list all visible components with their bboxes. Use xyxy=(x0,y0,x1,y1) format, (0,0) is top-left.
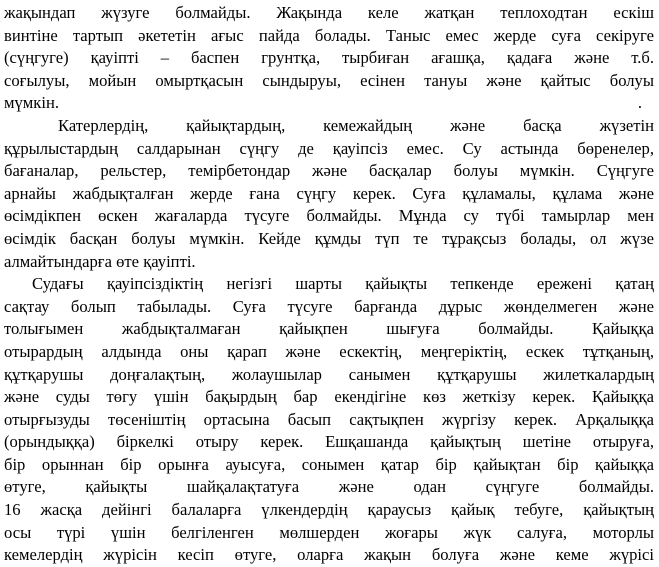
text-line: және суды төгу үшін бақырдың бар екендігіне көз жеткізу керек. Қайыққа xyxy=(4,387,654,407)
paragraph-first-line: Судағы қауіпсіздіктің негізгі шарты қайықты тепкенде ережені қатаң xyxy=(32,274,654,294)
text-line: отырардың алдында оны қарап және ескектің, меңгеріктің, ескек тұтқаның, xyxy=(4,341,654,361)
text-line: толығымен жабдықталмаған қайықпен шығуға болмайды. Қайыққа xyxy=(4,319,654,339)
trailing-mark: . xyxy=(637,93,642,113)
text-line: бағаналар, рельстер, темірбетондар және басқалар болуы мүмкін. Сүңгуге xyxy=(4,161,654,181)
document-page xyxy=(4,2,654,567)
text-line: өсімдікпен өскен жағаларда түсуге болмайды. Мұнда су түбі тамырлар мен xyxy=(4,206,654,226)
text-line-content: мүмкін. xyxy=(4,93,59,113)
text-line: құтқарушы доңғалақтың, жолаушылар санымен құтқарушы жилеткалардың xyxy=(4,364,654,384)
text-line: арнайы жабдықталған жерде ғана сүңгу керек. Суға құламалы, құлама және xyxy=(4,183,654,203)
text-line: отырғызуды төсеніштің ортасына басып сақтықпен жүргізу керек. Арқалыққа xyxy=(4,409,654,429)
text-line: (орындыққа) біркелкі отыру керек. Ешқашанда қайықтың шетіне отыруға, xyxy=(4,432,654,452)
text-line: 16 жасқа дейінгі балаларға үлкендердің қараусыз қайық тебуге, қайықтың xyxy=(4,500,654,520)
text-line: жақындап жүзуге болмайды. Жақында келе жатқан теплоходтан ескіш xyxy=(4,3,654,22)
text-line: өсімдік басқан болуы мүмкін. Кейде құмды түп те тұрақсыз болады, ол жүзе xyxy=(4,228,654,248)
text-line: бір орыннан бір орынға ауысуға, сонымен қатар бір қайықтан бір қайыққа xyxy=(4,454,654,474)
paragraph-first-line: Катерлердің, қайықтардың, кемежайдың және басқа жүзетін xyxy=(58,115,654,135)
text-line: винтіне тартып әкететін ағыс пайда болады. Таныс емес жерде суға секіруге xyxy=(4,25,654,45)
text-line: құрылыстардың салдарынан сүңгу де қауіпсіз емес. Су астында бөренелер, xyxy=(4,138,654,158)
text-line: өтуге, қайықты шайқалақтатуға және одан сүңгуге болмайды. xyxy=(4,477,654,497)
text-line: осы түрі үшін белгіленген мөлшерден жоғары жүк салуға, моторлы xyxy=(4,522,654,542)
text-line: соғылуы, мойын омыртқасын сындыруы, есінен тануы және қайтыс болуы xyxy=(4,70,654,90)
text-line-last xyxy=(4,92,654,115)
text-line-last: алмайтындарға өте қауіпті. xyxy=(4,251,196,271)
text-line: (сүңгуге) қауіпті – баспен грунтқа, тырбиған ағашқа, қадаға және т.б. xyxy=(4,48,654,68)
text-line: кемелердің жүрісін кесіп өтуге, оларға жақын болуға және кеме жүрісі xyxy=(4,545,654,565)
text-line: сақтау болып табылады. Суға түсуге барғанда дұрыс жөнделмеген және xyxy=(4,296,654,316)
